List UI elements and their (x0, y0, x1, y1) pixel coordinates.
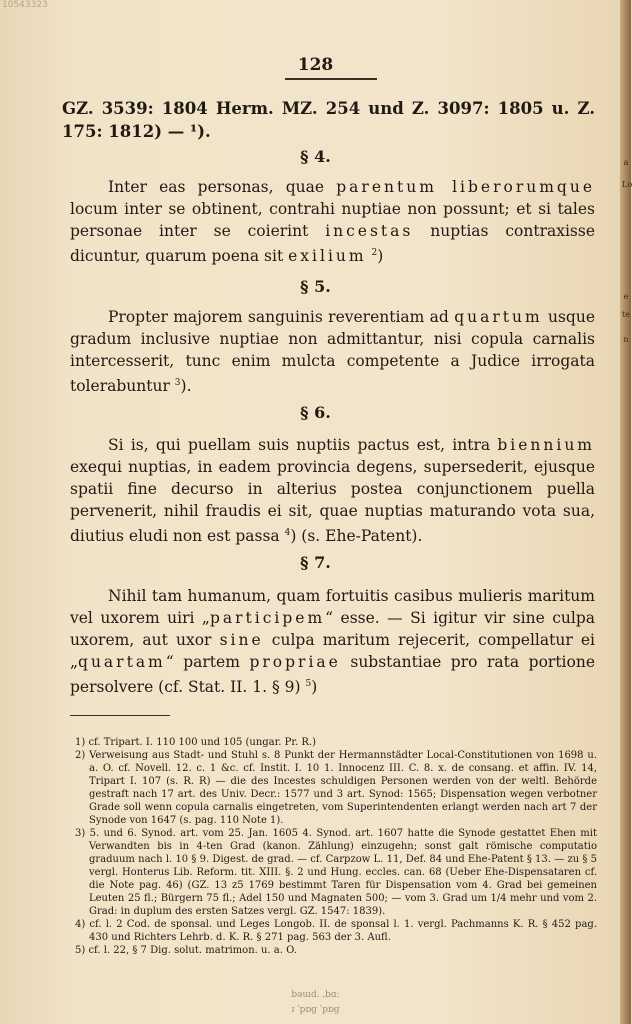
footnote: 1) cf. Tripart. I. 110 100 und 105 (ungar. Pr. R.) (75, 737, 317, 748)
footnotes (75, 736, 597, 957)
section-heading: § 4. (300, 147, 331, 166)
section-heading: § 7. (300, 553, 331, 572)
edge-mark: e (623, 292, 629, 301)
section-body: Inter eas personas, quae parentum liberorumque locum inter se obtinent, contrahi nuptiae non possunt; et si tales personae inter se coierint incestas nuptias contraxisse dicuntur, quarum poena sit exilium $^2$) (70, 178, 595, 266)
section-heading: § 6. (300, 403, 331, 422)
scan-id: 10543323 (2, 0, 48, 10)
edge-mark: n (623, 335, 629, 344)
footnote: 5) cf. l. 22, § 7 Dig. solut. matrimon. u. a. O. (75, 945, 297, 956)
edge-mark: a (623, 158, 629, 167)
lead-text: GZ. 3539: 1804 Herm. MZ. 254 und Z. 3097: 1805 u. Z. 175: 1812) — ¹). (62, 99, 595, 141)
footnote-ref: 4 (284, 528, 291, 538)
footnote-ref: 5 (305, 679, 312, 689)
footnote: 3) 5. und 6. Synod. art. vom 25. Jan. 1605 4. Synod. art. 1607 hatte die Synode gestattet Ehen mit Verwandten bis in 4-ten Grad (kanon. Zählung) einzugehn; sonst galt römische computatio graduum nach l. 10 § 9. Digest. de grad. — cf. Carpzow L. 11, Def. 84 und Ehe-Patent § 13. — zu § 5 vergl. Honterus Lib. Reform. tit. XIII. §. 2 und Hung. eccles. can. 68 (Ueber Ehe-Dispensataren cf. die Note pag. 46) (GZ. 13 z5 1769 bestimmt Taren für Dispensation vom 4. Grad bei gemeinen Leuten 25 fl.; Bürgern 75 fl.; Adel 150 und Magnaten 500; — vom 3. Grad um 1/4 mehr und vom 2. Grad: in duplum des ersten Satzes vergl. GZ. 1547: 1839). (75, 828, 597, 917)
footnote: 4) cf. l. 2 Cod. de sponsal. und Leges Longob. II. de sponsal l. 1. vergl. Pachmanns K. R. § 452 pag. 430 und Richters Lehrb. d. K. R. § 271 pag. 563 der 3. Aufl. (75, 919, 597, 943)
section-heading: § 5. (300, 277, 331, 296)
bottom-mark: ɪ ˈpɒg ˈpɒg (291, 1005, 340, 1015)
edge-mark: Lo (622, 180, 632, 189)
edge-mark: te (622, 310, 630, 319)
header-rule (285, 78, 377, 80)
footnote: 2) Verweisung aus Stadt- und Stuhl s. 8 Punkt der Hermannstädter Local-Constitutionen von 1698 u. a. O. cf. Novell. 12. c. 1 &c. cf. Instit. I. 10 1. Innocenz III. C. 8. x. de consang. et affin. IV. 14, Tripart I. 107 (s. R. R) — die des Incestes schuldigen Personen werden von der weltl. Behörde gestraft nach 17 art. des Univ. Decr.: 1577 und 3 art. Synod: 1565; Dispensation wegen verbotner Grade soll wenn copula carnalis eingetreten, vom Superintendenten erlangt werden nach art 7 der Synode von 1647 (s. pag. 110 Note 1). (75, 750, 597, 826)
bottom-mark: bəɯd. ˌbɑ: (291, 990, 340, 1000)
footnote-rule (70, 715, 170, 716)
section-body: Propter majorem sanguinis reverentiam ad quartum usque gradum inclusive nuptiae non admittantur, nisi copula carnalis intercesserit, tunc enim mulcta competente a Judice irrogata tolerabuntur $^3$). (70, 308, 595, 396)
section-body: Si is, qui puellam suis nuptiis pactus est, intra biennium exequi nuptias, in eadem provincia degens, supersederit, ejusque spatii fine decurso in alterius postea conjunctionem puella pervenerit, nihil fraudis ei sit, quae nuptias maturando vota sua, diutius eludi non est passa $^4$) (s. Ehe-Patent). (70, 436, 595, 546)
page-number: 128 (297, 55, 334, 75)
section-body: Nihil tam humanum, quam fortuitis casibus mulieris maritum vel uxorem uiri „participem“ esse. — Si igitur vir sine culpa uxorem, aut uxor sine culpa maritum rejecerit, compellatur ei „quartam“ partem propriae substantiae pro rata portione persolvere (cf. Stat. II. 1. § 9) $^5$) (70, 587, 595, 697)
footnote-ref: 2 (371, 248, 378, 258)
footnote-ref: 3 (174, 378, 181, 388)
